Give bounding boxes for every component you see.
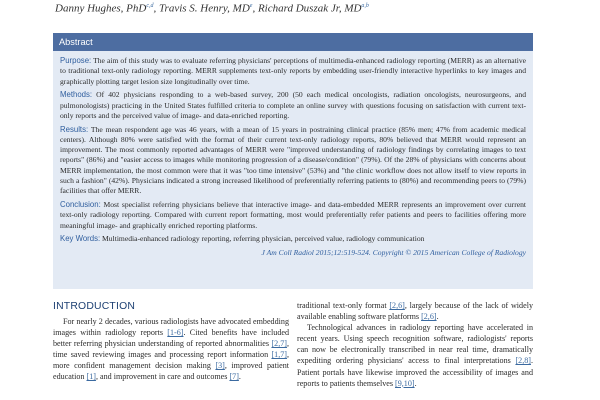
reference-link[interactable]: [9,10] <box>395 378 415 388</box>
reference-link[interactable]: [1-6] <box>167 328 184 338</box>
abstract-heading: Abstract <box>53 33 533 51</box>
section-text: Multimedia-enhanced radiology reporting, referring physician, perceived value, radiology communication <box>100 234 425 244</box>
body-paragraph <box>297 322 533 389</box>
reference-link[interactable]: [2,6] <box>389 301 405 310</box>
body-text: . Cited benefits have included better referring physician understanding of reported abnormalities <box>53 328 289 349</box>
author-name: Richard Duszak Jr, MD <box>257 2 362 15</box>
section-label: Key Words: <box>60 234 101 244</box>
section-text: Most specialist referring physicians believe that interactive image- and data-embedded MERR represents an improvement over current text-only radiology reporting. Compared with current report formatting, most would preferentially refer patients and peers to facilities offering more meaningful image- and graphically enriched reporting platforms. <box>60 200 526 230</box>
journal-citation: J Am Coll Radiol 2015;12:519-524. Copyright © 2015 American College of Radiology <box>261 248 526 257</box>
body-text: , and improvement in care and outcomes <box>95 372 230 382</box>
body-paragraph <box>53 316 289 383</box>
section-label: Results: <box>60 124 89 134</box>
body-text: . <box>414 378 417 388</box>
body-text: . <box>436 312 439 322</box>
abstract-purpose <box>60 56 526 87</box>
author-name: Travis S. Henry, MD <box>159 2 250 15</box>
section-heading: INTRODUCTION <box>53 301 136 312</box>
author-line: Danny Hughes, PhD$^{c,d}$, Travis S. Henry, MDe, Richard Duszak Jr, MD$^{a,b}$ <box>55 2 369 15</box>
reference-link[interactable]: [1,7] <box>271 350 287 360</box>
body-text: For nearly 2 decades, various radiologists have advocated embedding images within radiology reports <box>53 317 289 338</box>
abstract-box <box>53 33 533 289</box>
body-text: Technological advances in radiology reporting have accelerated in recent years. Using speech recognition software, radiologists' reports can now be electronically transcribed in near real time, dramatically expediting ordering physicians' access to final interpretations <box>297 323 533 366</box>
section-text: Of 402 physicians responding to a web-based survey, 200 (50 each medical oncologists, radiation oncologists, neurosurgeons, and pulmonologists) practicing in the United States fulfilled criteria to complete an online survey with questions focusing on satisfaction with current text-only reports and the perceived value of image- and data-enriched reporting. <box>60 90 526 120</box>
section-label: Methods: <box>60 90 93 100</box>
body-column-right <box>297 300 533 389</box>
body-text: , time saved reviewing images and processing report information <box>53 339 289 360</box>
abstract-conclusion <box>60 200 526 231</box>
author-affiliation[interactable]: c,d <box>146 3 154 9</box>
author-affiliation[interactable]: a,b <box>361 3 369 9</box>
section-text: The mean respondent age was 46 years, with a mean of 15 years in postraining clinical practice (85% men; 47% from academic medical centers). Although 80% were satisfied with the format of their current text-only radiology reports, 80% believed that MERR would represent an improvement. The most commonly reported advantages of MERR were "improved understanding of radiology findings by correlating images to text reports" (86%) and "easier access to images while monitoring progression of a disease/condition" (79%). Of the 28% of physicians with concerns about MERR implementation, the most common were that it was "too time intensive" (53%) and "the clinic workflow does not allow itself to view reports in such a fashion" (42%). Physicians indicated a strong increased likelihood of preferentially referring patients to (80%) and recommending peers to (79%) facilities that offer MERR. <box>60 124 526 196</box>
section-label: Purpose: <box>60 56 92 65</box>
reference-link[interactable]: [2,8] <box>515 356 531 366</box>
author-name: Danny Hughes, PhD <box>55 2 147 15</box>
body-column-left <box>53 300 289 383</box>
body-text: traditional text-only format <box>297 301 390 310</box>
abstract-body <box>53 51 533 258</box>
reference-link[interactable]: [2,6] <box>421 312 437 322</box>
body-text: , largely because of the lack of widely available enabling software platforms <box>297 301 533 322</box>
section-label: Conclusion: <box>60 200 101 210</box>
author-affiliation[interactable]: e <box>249 3 253 9</box>
body-text: . <box>238 372 241 382</box>
body-paragraph <box>297 300 533 322</box>
reference-link[interactable]: [2,7] <box>271 339 287 349</box>
abstract-keywords <box>60 234 526 244</box>
body-text: . Patient portals have likewise improved the accessibility of images and reports to patients themselves <box>297 356 533 388</box>
body-text: , more confident management decision making <box>53 350 289 371</box>
abstract-results <box>60 125 526 197</box>
abstract-methods <box>60 90 526 121</box>
reference-link[interactable]: [7] <box>229 372 239 382</box>
section-text: The aim of this study was to evaluate referring physicians' perceptions of multimedia-enhanced radiology reporting (MERR) as an alternative to traditional text-only radiology reporting. MERR supplements text-only reports by embedding user-friendly interactive hyperlinks to key images and graphically plotting target lesion size longitudinally over time. <box>60 56 526 86</box>
reference-link[interactable]: [1] <box>86 372 96 382</box>
reference-link[interactable]: [3] <box>215 361 225 371</box>
body-text: , improved patient education <box>53 361 289 382</box>
